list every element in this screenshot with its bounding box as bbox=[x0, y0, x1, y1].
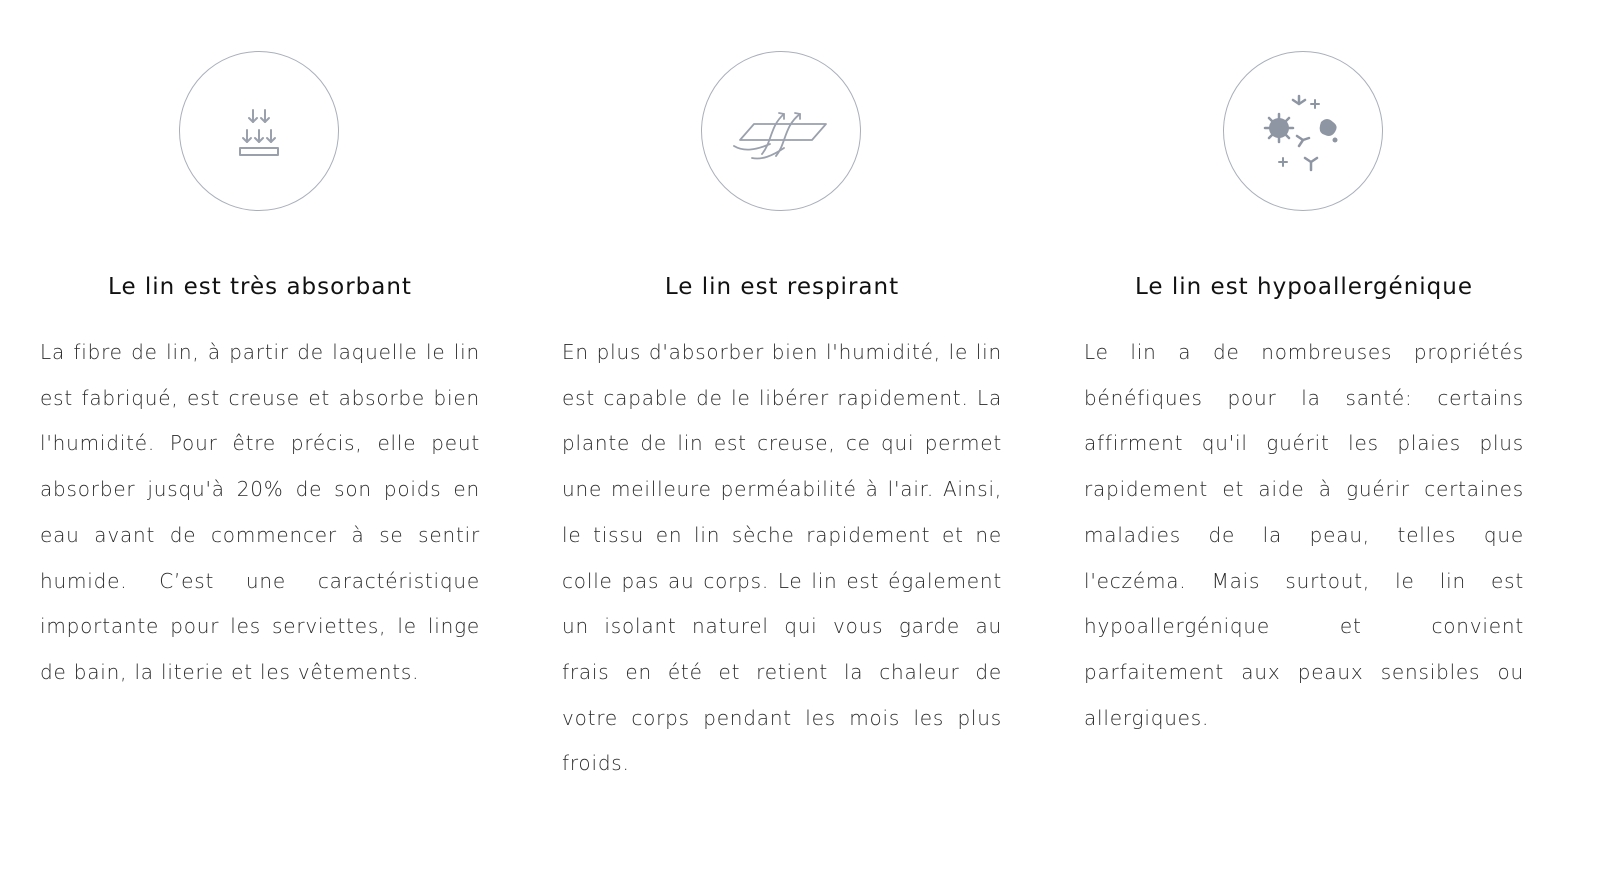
breathable-fabric-icon bbox=[726, 96, 836, 166]
feature-title: Le lin est hypoallergénique bbox=[1135, 274, 1473, 300]
feature-title: Le lin est respirant bbox=[664, 274, 900, 300]
feature-title: Le lin est très absorbant bbox=[108, 274, 412, 300]
germs-antibodies-icon bbox=[1253, 86, 1353, 176]
feature-description: Le lin a de nombreuses propriétés bénéfiques pour la santé: certains affirment qu'il guérit les plaies plus rapidement et aide à guérir certaines maladies de la peau, telles que l'eczéma. Mais surtout, le lin est hypoallergénique et convient parfaitement aux peaux sensibles ou allergiques. bbox=[1084, 340, 1524, 730]
feature-description: En plus d'absorber bien l'humidité, le lin est capable de le libérer rapidement. La plante de lin est creuse, ce qui permet une meilleure perméabilité à l'air. Ainsi, le tissu en lin sèche rapidement et ne colle pas au corps. Le lin est également un isolant naturel qui vous garde au frais en été et retient la chaleur de votre corps pendant les mois les plus froids. bbox=[562, 340, 1002, 776]
breathable-icon-circle bbox=[701, 51, 861, 211]
absorb-arrows-icon bbox=[224, 96, 294, 166]
absorb-icon-circle bbox=[179, 51, 339, 211]
feature-description: La fibre de lin, à partir de laquelle le lin est fabriqué, est creuse et absorbe bien l'humidité. Pour être précis, elle peut absorber jusqu'à 20% de son poids en eau avant de commencer à se sentir humide. C’est une caractéristique importante pour les serviettes, le linge de bain, la literie et les vêtements. bbox=[40, 340, 480, 684]
hypoallergenic-icon-circle bbox=[1223, 51, 1383, 211]
